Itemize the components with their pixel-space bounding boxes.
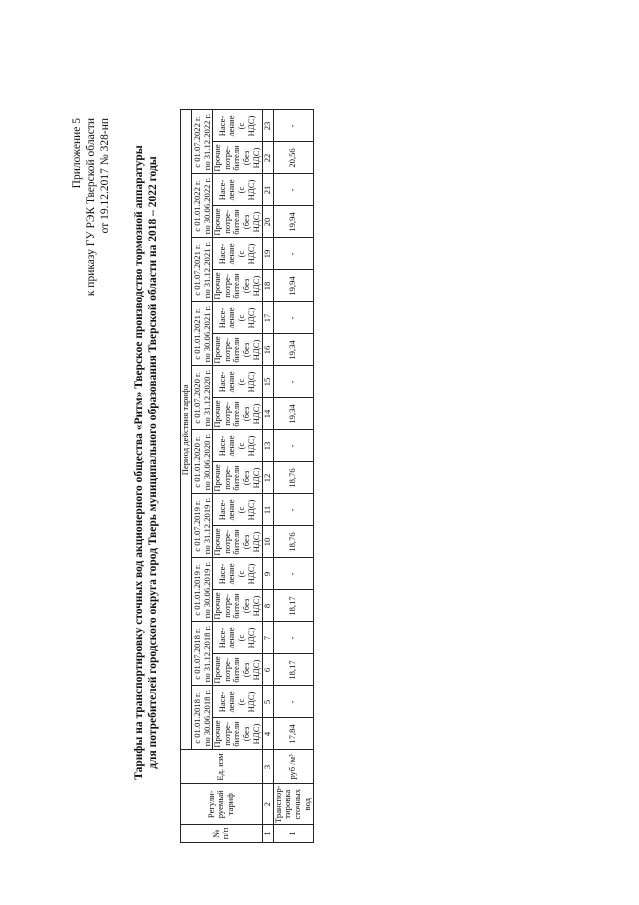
appendix-line-2: к приказу ГУ РЭК Тверской области (85, 118, 97, 297)
column-number: 22 (262, 142, 273, 174)
column-number: 13 (262, 430, 273, 462)
appendix-note (70, 118, 112, 498)
column-number: 18 (262, 270, 273, 302)
column-number: 23 (262, 110, 273, 142)
period-end: по 30.06.2021 г. (201, 305, 212, 363)
column-number: 10 (262, 526, 273, 558)
column-number: 8 (262, 590, 273, 622)
period-title-row (181, 110, 192, 843)
title-line-2: для потребителей городского округа город Тверь муниципального образования Тверской области на 2018 – 2022 годы (147, 156, 159, 769)
subheader-population: Насе-ление (с НДС) (212, 494, 262, 526)
period-start: с 01.07.2020 г. (191, 372, 202, 424)
period-end: по 31.12.2019 г. (201, 497, 212, 555)
tariff-value: - (273, 238, 313, 270)
column-number: 15 (262, 366, 273, 398)
tariff-value: 19,34 (273, 334, 313, 366)
period-cell (191, 622, 212, 686)
tariff-value: - (273, 430, 313, 462)
subheader-other: Прочие потре-бители (без НДС) (212, 206, 262, 238)
subheader-other: Прочие потре-бители (без НДС) (212, 270, 262, 302)
period-cell (191, 366, 212, 430)
column-number-row (262, 110, 273, 843)
period-cell (191, 174, 212, 238)
subheader-other: Прочие потре-бители (без НДС) (212, 590, 262, 622)
row-tariff: Транспор-тировка сточных вод (272, 785, 312, 823)
tariff-value: 18,76 (273, 462, 313, 494)
row-num: 1 (273, 825, 313, 843)
period-cell (191, 686, 212, 750)
period-start: с 01.07.2018 г. (191, 628, 202, 680)
column-number: 11 (262, 494, 273, 526)
period-cell (191, 494, 212, 558)
tariff-value: 18,76 (273, 526, 313, 558)
subheader-other: Прочие потре-бители (без НДС) (212, 398, 262, 430)
tariff-table (180, 109, 314, 843)
appendix-line-1: Приложение 5 (71, 118, 83, 189)
header-num: № п/п (181, 825, 263, 843)
column-number: 2 (262, 784, 273, 825)
tariff-value: 19,94 (273, 270, 313, 302)
tariff-value: - (273, 558, 313, 590)
tariff-table-wrapper (180, 109, 314, 843)
tariff-value: 18,17 (273, 654, 313, 686)
period-cell (191, 238, 212, 302)
period-start: с 01.07.2022 г. (191, 116, 202, 168)
subheader-population: Насе-ление (с НДС) (212, 686, 262, 718)
subheader-other: Прочие потре-бители (без НДС) (212, 462, 262, 494)
subheader-other: Прочие потре-бители (без НДС) (212, 654, 262, 686)
subheader-population: Насе-ление (с НДС) (212, 622, 262, 654)
subheader-other: Прочие потре-бители (без НДС) (212, 526, 262, 558)
period-end: по 31.12.2018 г. (201, 625, 212, 683)
subheader-population: Насе-ление (с НДС) (212, 430, 262, 462)
tariff-value: 17,84 (273, 718, 313, 750)
subheader-population: Насе-ление (с НДС) (212, 110, 262, 142)
period-start: с 01.01.2018 г. (191, 692, 202, 744)
column-number: 3 (262, 750, 273, 784)
period-cell (191, 110, 212, 174)
tariff-value: - (273, 622, 313, 654)
period-end: по 31.12.2020 г. (201, 369, 212, 427)
tariff-value: 19,34 (273, 398, 313, 430)
appendix-line-3: от 19.12.2017 № 328-нп (99, 118, 111, 234)
period-end: по 30.06.2018 г. (201, 689, 212, 747)
subheader-population: Насе-ление (с НДС) (212, 174, 262, 206)
period-end: по 31.12.2021 г. (201, 241, 212, 299)
tariff-value: 19,94 (273, 206, 313, 238)
tariff-value: - (273, 174, 313, 206)
header-unit: Ед. изм (181, 750, 263, 784)
subheader-other: Прочие потре-бители (без НДС) (212, 334, 262, 366)
column-number: 1 (262, 825, 273, 843)
tariff-value: - (273, 366, 313, 398)
period-start: с 01.01.2022 г. (191, 180, 202, 232)
subheader-population: Насе-ление (с НДС) (212, 366, 262, 398)
title-line-1: Тарифы на транспортировку сточных вод акционерного общества «Ритм» Тверское производство тормозной аппаратуры (133, 145, 145, 780)
tariff-value: - (273, 110, 313, 142)
subheader-other: Прочие потре-бители (без НДС) (212, 718, 262, 750)
subheader-population: Насе-ление (с НДС) (212, 238, 262, 270)
period-row (191, 110, 212, 843)
column-number: 20 (262, 206, 273, 238)
column-number: 6 (262, 654, 273, 686)
column-number: 16 (262, 334, 273, 366)
period-end: по 30.06.2019 г. (201, 561, 212, 619)
column-number: 9 (262, 558, 273, 590)
subheader-population: Насе-ление (с НДС) (212, 302, 262, 334)
row-unit: руб /м³ (273, 750, 313, 784)
column-number: 17 (262, 302, 273, 334)
period-start: с 01.01.2021 г. (191, 308, 202, 360)
tariff-value: - (273, 494, 313, 526)
header-tariff: Регули-руемый тариф (181, 784, 263, 825)
column-number: 21 (262, 174, 273, 206)
period-start: с 01.01.2020 г. (191, 436, 202, 488)
period-cell (191, 430, 212, 494)
subheader-row (212, 110, 262, 843)
period-start: с 01.01.2019 г. (191, 564, 202, 616)
period-cell (191, 302, 212, 366)
table-row (273, 110, 313, 843)
column-number: 14 (262, 398, 273, 430)
period-cell (191, 558, 212, 622)
tariff-value: - (273, 686, 313, 718)
tariff-value: 18,17 (273, 590, 313, 622)
column-number: 5 (262, 686, 273, 718)
document-title (132, 110, 160, 815)
period-start: с 01.07.2019 г. (191, 500, 202, 552)
period-end: по 31.12.2022 г. (201, 113, 212, 171)
subheader-population: Насе-ление (с НДС) (212, 558, 262, 590)
column-number: 7 (262, 622, 273, 654)
header-period-title: Период действия тарифа (181, 110, 192, 750)
tariff-value: 20,56 (273, 142, 313, 174)
column-number: 12 (262, 462, 273, 494)
column-number: 4 (262, 718, 273, 750)
subheader-other: Прочие потре-бители (без НДС) (212, 142, 262, 174)
period-end: по 30.06.2020 г. (201, 433, 212, 491)
tariff-value: - (273, 302, 313, 334)
period-start: с 01.07.2021 г. (191, 244, 202, 296)
column-number: 19 (262, 238, 273, 270)
period-end: по 30.06.2022 г. (201, 177, 212, 235)
